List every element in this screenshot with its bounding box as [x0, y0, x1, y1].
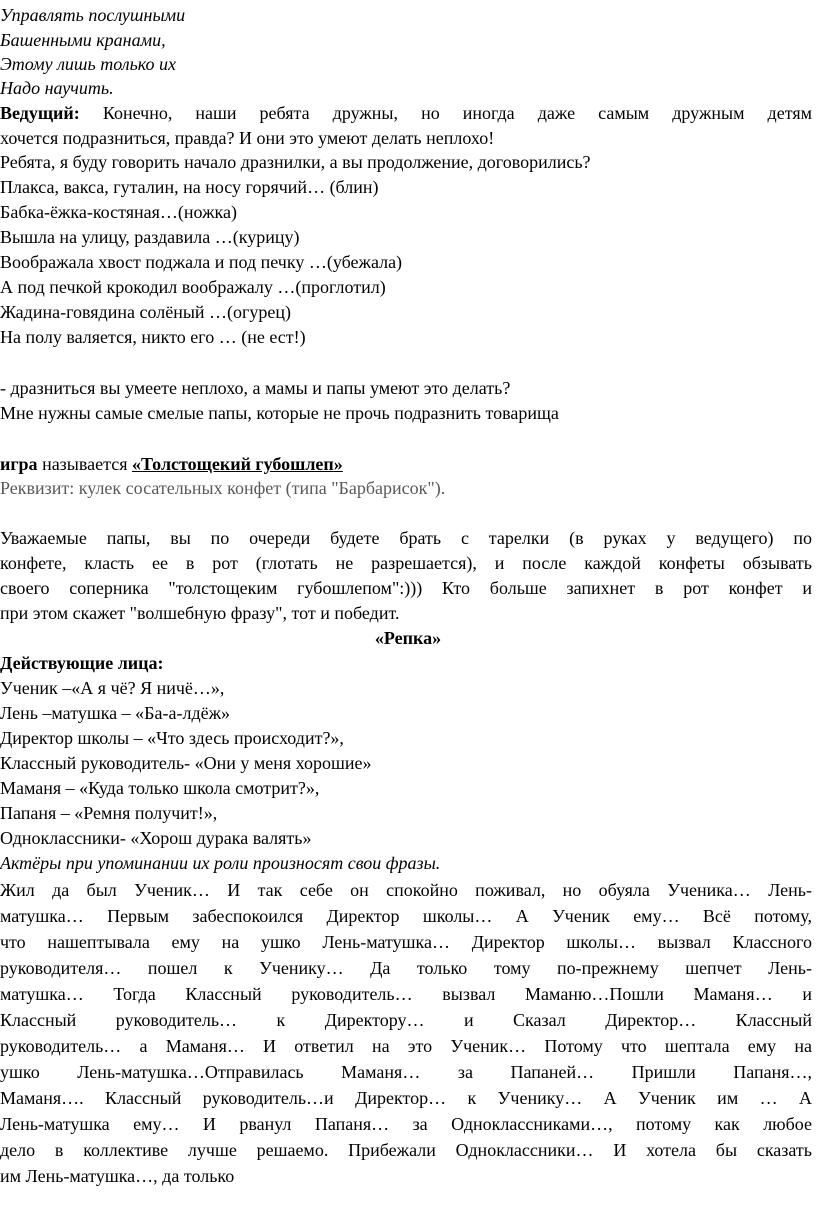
story-line: дело в коллективе лучше решаемо. Прибежали Одноклассники… И хотела бы сказать	[0, 1140, 812, 1160]
teaser-line: На полу валяется, никто его … (не ест!)	[0, 327, 306, 347]
actors-note: Актёры при упоминании их роли произносят свои фразы.	[0, 853, 441, 873]
game-called: называется	[37, 454, 132, 474]
poem-line: Этому лишь только их	[0, 54, 177, 74]
game-heading	[0, 452, 343, 476]
poem-line: Башенными кранами,	[0, 30, 166, 50]
story-line: руководителя… пошел к Ученику… Да только тому по-прежнему шепчет Лень-	[0, 958, 812, 978]
story-line: что нашептывала ему на ушко Лень-матушка… Директор школы… вызвал Классного	[0, 932, 812, 952]
teaser-line: Жадина-говядина солёный …(огурец)	[0, 302, 292, 322]
story-line: Маманя…. Классный руководитель…и Директор… к Ученику… А Ученик им … А	[0, 1088, 812, 1108]
host-text: Конечно, наши ребята дружны, но иногда даже самым дружным детям	[102, 103, 813, 123]
story-line: им Лень-матушка…, да только	[0, 1166, 235, 1186]
game-word: игра	[0, 454, 38, 474]
game-title: «Толстощекий губошлеп»	[131, 454, 343, 474]
teaser-line: Воображала хвост поджала и под печку …(убежала)	[0, 252, 403, 272]
poem-line: Надо научить.	[0, 78, 114, 98]
rules-line: при этом скажет "волшебную фразу", тот и победит.	[0, 603, 400, 623]
game-props: Реквизит: кулек сосательных конфет (типа "Барбарисок").	[0, 478, 446, 498]
teaser-line: А под печкой крокодил воображалу …(проглотил)	[0, 277, 386, 297]
teaser-line: Бабка-ёжка-костяная…(ножка)	[0, 202, 237, 222]
host-paragraph-line	[0, 101, 812, 125]
story-line: Лень-матушка ему… И рванул Папаня… за Одноклассниками…, потому как любое	[0, 1114, 812, 1134]
story-line: ушко Лень-матушка…Отправилась Маманя… за Папаней… Пришли Папаня…,	[0, 1062, 812, 1082]
story-line: матушка… Тогда Классный руководитель… вызвал Маманю…Пошли Маманя… и	[0, 984, 812, 1004]
teaser-line: Плакса, вакса, гуталин, на носу горячий… (блин)	[0, 177, 379, 197]
host-paragraph-line: хочется подразниться, правда? И они это умеют делать неплохо!	[0, 128, 495, 148]
rules-line: Уважаемые папы, вы по очереди будете брать с тарелки (в руках у ведущего) по	[0, 528, 812, 548]
rules-line: конфете, класть ее в рот (глотать не разрешается), и после каждой конфеты обзывать	[0, 553, 812, 573]
cast-item: Одноклассники- «Хорош дурака валять»	[0, 828, 312, 848]
host-label: Ведущий:	[0, 103, 80, 123]
play-title: «Репка»	[374, 628, 442, 648]
dads-question: Мне нужны самые смелые папы, которые не прочь подразнить товарища	[0, 403, 559, 423]
poem-line: Управлять послушными	[0, 5, 186, 25]
intro-text: Ребята, я буду говорить начало дразнилки, а вы продолжение, договорились?	[0, 152, 591, 172]
cast-item: Директор школы – «Что здесь происходит?»,	[0, 728, 344, 748]
dads-question: - дразниться вы умеете неплохо, а мамы и папы умеют это делать?	[0, 378, 511, 398]
cast-item: Маманя – «Куда только школа смотрит?»,	[0, 778, 320, 798]
rules-line: своего соперника "толстощеким губошлепом":))) Кто больше запихнет в рот конфет и	[0, 578, 812, 598]
story-line: Классный руководитель… к Директору… и Сказал Директор… Классный	[0, 1010, 812, 1030]
cast-item: Папаня – «Ремня получит!»,	[0, 803, 218, 823]
cast-item: Ученик –«А я чё? Я ничё…»,	[0, 678, 225, 698]
cast-item: Классный руководитель- «Они у меня хорошие»	[0, 753, 372, 773]
story-line: Жил да был Ученик… И так себе он спокойно поживал, но обуяла Ученика… Лень-	[0, 880, 812, 900]
cast-heading: Действующие лица:	[0, 653, 164, 673]
teaser-line: Вышла на улицу, раздавила …(курицу)	[0, 227, 300, 247]
cast-item: Лень –матушка – «Ба-а-лдёж»	[0, 703, 231, 723]
story-line: матушка… Первым забеспокоился Директор школы… А Ученик ему… Всё потому,	[0, 906, 812, 926]
story-line: руководитель… а Маманя… И ответил на это Ученик… Потому что шептала ему на	[0, 1036, 812, 1056]
